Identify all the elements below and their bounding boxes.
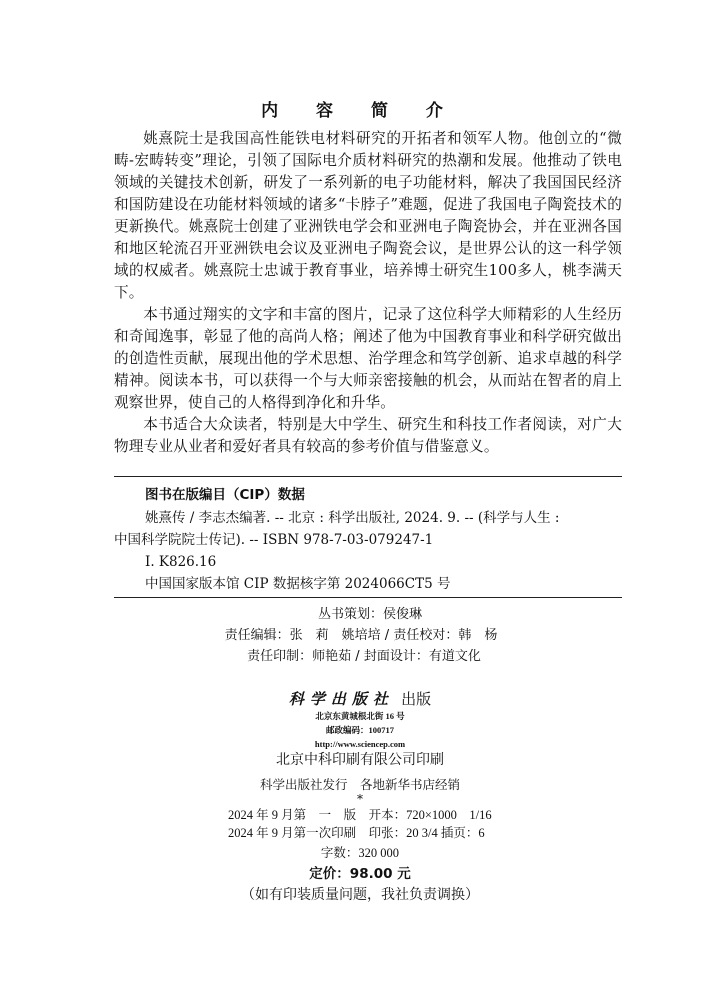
publisher-name — [0, 688, 720, 709]
price: 定价：98.00 元 — [309, 866, 411, 882]
divider-bottom — [114, 597, 622, 598]
publisher-block — [0, 688, 720, 751]
cip-line: 中国国家版本馆 CIP 数据核字第 2024066CT5 号 — [145, 576, 451, 592]
credits-block — [0, 604, 720, 667]
cip-line: 中国科学院院士传记). -- ISBN 978-7-03-079247-1 — [114, 532, 434, 548]
publisher-address: 北京东黄城根北街 16 号 — [315, 711, 405, 721]
cip-line: Ⅰ. K826.16 — [145, 554, 217, 570]
publisher-logo-text: 科学出版社 — [288, 690, 394, 708]
word-count: 字数：320 000 — [320, 846, 400, 860]
printer: 北京中科印刷有限公司印刷 — [276, 752, 444, 768]
print-design-credits: 责任印制：师艳茹 / 封面设计：有道文化 — [247, 649, 481, 664]
edition-info — [228, 806, 492, 842]
cip-record — [114, 507, 622, 595]
intro-paragraph: 本书适合大众读者，特别是大中学生、研究生和科技工作者阅读，对广大物理专业从业者和爱好者具有较高的参考价值与借鉴意义。 — [114, 416, 622, 455]
cip-line: 姚熹传 / 李志杰编著. -- 北京 : 科学出版社, 2024. 9. -- (科学与人生 : — [145, 510, 560, 526]
edition-line: 2024 年 9 月第 一 版 开本：720×1000 1/16 — [228, 808, 492, 822]
printing-line: 2024 年 9 月第一次印刷 印张：20 3/4 插页：6 — [228, 826, 485, 840]
publisher-postcode: 邮政编码：100717 — [325, 725, 394, 735]
intro-paragraph: 本书通过翔实的文字和丰富的图片，记录了这位科学大师精彩的人生经历和奇闻逸事，彰显了他的高尚人格；阐述了他为中国教育事业和科学研究做出的创造性贡献，展现出他的学术思想、治学理念和笃学创新、追求卓越的科学精神。阅读本书，可以获得一个与大师亲密接触的机会，从而站在智者的肩上观察世界，使自己的人格得到净化和升华。 — [114, 306, 622, 411]
introduction-text — [114, 128, 622, 458]
publisher-suffix: 出版 — [401, 690, 432, 708]
cip-heading: 图书在版编目（CIP）数据 — [145, 487, 305, 503]
divider-top — [114, 476, 622, 477]
editors: 责任编辑：张 莉 姚培培 / 责任校对：韩 杨 — [224, 628, 498, 643]
publisher-url: http://www.sciencep.com — [314, 739, 406, 749]
intro-paragraph: 姚熹院士是我国高性能铁电材料研究的开拓者和领军人物。他创立的“微畴-宏畴转变”理论，引领了国际电介质材料研究的热潮和发展。他推动了铁电领域的关键技术创新，研发了一系列新的电子功能材料，解决了我国国民经济和国防建设在功能材料领域的诸多“卡脖子”难题，促进了我国电子陶瓷技术的更新换代。姚熹院士创建了亚洲铁电学会和亚洲电子陶瓷协会，并在亚洲各国和地区轮流召开亚洲铁电会议及亚洲电子陶瓷会议，是世界公认的这一科学领域的权威者。姚熹院士忠诚于教育事业，培养博士研究生100多人，桃李满天下。 — [114, 130, 622, 301]
page-title: 内 容 简 介 — [261, 101, 459, 121]
quality-notice: （如有印装质量问题，我社负责调换） — [241, 887, 479, 903]
series-planner: 丛书策划：侯俊琳 — [317, 607, 422, 622]
distribution: 科学出版社发行 各地新华书店经销 — [259, 777, 460, 792]
separator-star: * — [357, 792, 363, 806]
